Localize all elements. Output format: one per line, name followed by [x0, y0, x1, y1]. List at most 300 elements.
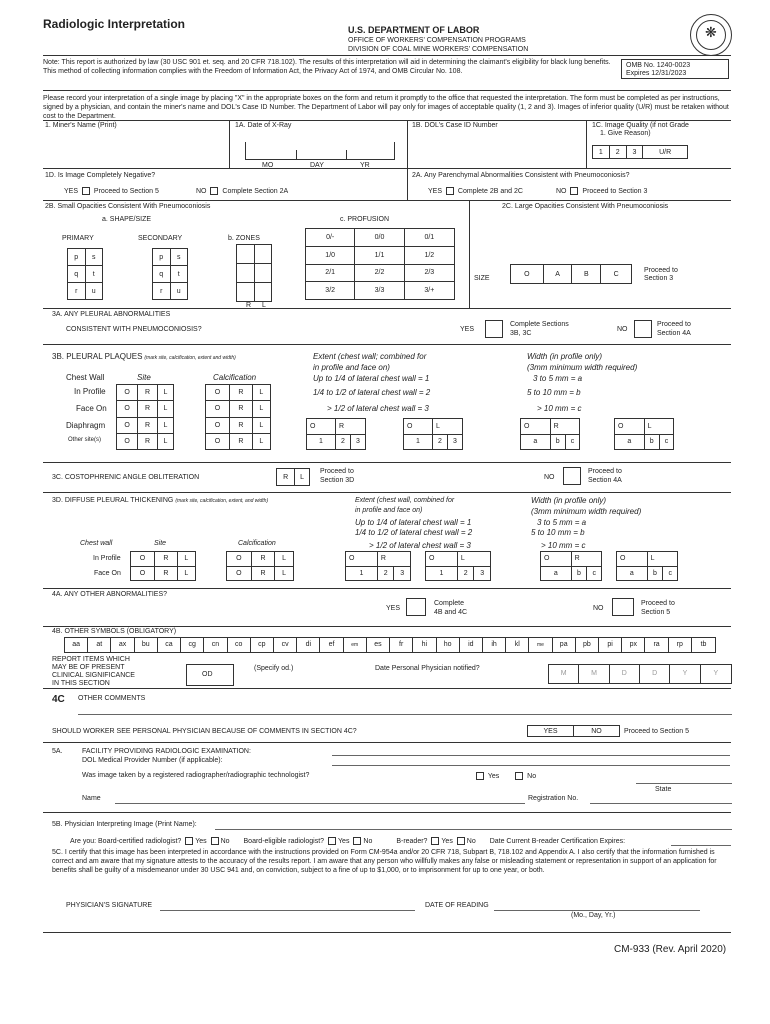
width-r-c[interactable]: c — [565, 434, 579, 450]
pleural-yes-checkbox[interactable] — [485, 320, 503, 338]
site-l[interactable]: L — [157, 401, 173, 417]
symbol-pi-option[interactable]: pi — [599, 638, 622, 652]
extent-r-r[interactable]: R — [335, 419, 365, 435]
calc-o[interactable]: O — [206, 401, 230, 417]
size-a-option[interactable]: A — [543, 265, 572, 284]
secondary-u[interactable]: u — [170, 283, 188, 300]
board-certified-question: Are you: Board-certified radiologist? — [70, 837, 182, 845]
symbol-px-option[interactable]: px — [622, 638, 645, 652]
board-certified-no-checkbox[interactable] — [211, 837, 219, 845]
site-label: Site — [137, 373, 151, 382]
calc-l[interactable]: L — [252, 433, 270, 449]
provider-number-input[interactable] — [332, 765, 730, 766]
quality-2-option[interactable]: 2 — [609, 146, 626, 159]
see-physician-no[interactable]: NO — [574, 726, 620, 737]
symbol-co-option[interactable]: co — [228, 638, 251, 652]
signature-input[interactable] — [160, 910, 415, 911]
other-abn-no-label: NO — [593, 605, 604, 612]
dpt-calc-l[interactable]: L — [275, 566, 294, 581]
zone-l-upper[interactable] — [254, 245, 272, 264]
primary-q[interactable]: q — [68, 266, 86, 283]
board-certified-no: No — [220, 837, 230, 845]
diffuse-thickening-note: (mark site, calcification, extent, and width) — [175, 498, 269, 504]
other-symbols-label: 4B. OTHER SYMBOLS (OBLIGATORY) — [52, 628, 177, 635]
department-name: U.S. DEPARTMENT OF LABOR — [348, 25, 480, 35]
costophrenic-no-checkbox[interactable] — [563, 467, 581, 485]
form-title: Radiologic Interpretation — [43, 17, 186, 31]
quality-3-option[interactable]: 3 — [626, 146, 643, 159]
notified-date-cell[interactable]: M — [549, 665, 579, 683]
dpt-site-label: Site — [154, 540, 167, 547]
calc-r[interactable]: R — [230, 385, 253, 401]
site-r[interactable]: R — [138, 401, 158, 417]
notified-date-cell[interactable]: M — [579, 665, 609, 683]
profusion-cell[interactable]: 1/1 — [355, 246, 404, 264]
site-o[interactable]: O — [117, 385, 138, 401]
dpt-extent-l-1[interactable]: 1 — [426, 566, 458, 581]
quality-ur-option[interactable]: U/R — [643, 146, 688, 159]
year-label: YR — [360, 162, 370, 169]
profusion-cell[interactable]: 3/+ — [404, 282, 454, 300]
parenchymal-yes-label: YES — [428, 187, 443, 195]
dpt-width-r-r[interactable]: R — [571, 552, 601, 567]
size-o-option[interactable]: O — [511, 265, 544, 284]
small-opacities-label: 2B. Small Opacities Consistent With Pneumoconiosis — [45, 203, 211, 210]
site-o[interactable]: O — [117, 401, 138, 417]
date-format-hint: (Mo., Day, Yr.) — [571, 912, 616, 919]
radiographer-question: Was image taken by a registered radiographer/radiographic technologist? — [82, 772, 310, 779]
specify-od: (Specify od.) — [254, 665, 294, 672]
dpt-calc-o[interactable]: O — [227, 566, 252, 581]
large-opacities-label: 2C. Large Opacities Consistent With Pneumoconiosis — [502, 203, 669, 210]
negative-yes-next: Proceed to Section 5 — [93, 187, 159, 195]
secondary-s[interactable]: s — [170, 249, 188, 266]
pleural-no-next-b: Section 4A — [657, 330, 691, 337]
symbol-di-option[interactable]: di — [297, 638, 320, 652]
parenchymal-no-checkbox[interactable] — [570, 187, 578, 195]
pleural-plaques-heading — [52, 352, 236, 361]
other-abn-no-next: Proceed to — [641, 600, 675, 607]
negative-question: 1D. Is Image Completely Negative? — [45, 172, 156, 179]
state-input[interactable] — [636, 783, 732, 784]
breader-cert-input[interactable] — [671, 845, 731, 846]
other-abn-yes-next: Complete — [434, 600, 464, 607]
symbol-tb-option[interactable]: tb — [700, 641, 707, 648]
width-r-a[interactable]: a — [521, 434, 551, 450]
dpt-width-r-c[interactable]: c — [587, 566, 602, 581]
primary-label: PRIMARY — [62, 235, 94, 242]
dpt-extent-r-2[interactable]: 2 — [377, 566, 394, 581]
state-label: State — [655, 786, 672, 793]
profusion-cell[interactable]: 2/3 — [404, 264, 454, 282]
primary-r[interactable]: r — [68, 283, 86, 300]
dpt-width-l-c[interactable]: c — [663, 566, 678, 581]
registration-input[interactable] — [590, 803, 732, 804]
breader-yes-checkbox[interactable] — [431, 837, 439, 845]
day-label: DAY — [310, 162, 324, 169]
see-physician-proceed: Proceed to Section 5 — [624, 727, 689, 735]
width-l-o[interactable]: O — [615, 419, 645, 435]
notified-date-input[interactable] — [548, 664, 732, 684]
symbol-cg-option[interactable]: cg — [181, 638, 204, 652]
primary-u[interactable]: u — [85, 283, 103, 300]
zones-label: b. ZONES — [228, 235, 260, 242]
proceed-section3: Proceed to — [644, 267, 678, 274]
site-o[interactable]: O — [117, 417, 138, 433]
extent-r-2[interactable]: 2 — [335, 434, 350, 450]
pleural-plaques-label: 3B. PLEURAL PLAQUES — [52, 352, 143, 361]
calc-l[interactable]: L — [252, 401, 270, 417]
other-abnormalities-label: 4A. ANY OTHER ABNORMALITIES? — [52, 591, 168, 598]
symbol-ef-option[interactable]: ef — [320, 638, 343, 652]
dpt-calc-r[interactable]: R — [251, 566, 274, 581]
shape-size-label: a. SHAPE/SIZE — [102, 216, 152, 223]
symbol-id-option[interactable]: id — [460, 638, 483, 652]
office-name: OFFICE OF WORKERS' COMPENSATION PROGRAMS — [348, 37, 526, 44]
negative-no-checkbox[interactable] — [210, 187, 218, 195]
profusion-cell[interactable]: 0/1 — [404, 229, 454, 247]
site-r[interactable]: R — [138, 417, 158, 433]
costophrenic-l[interactable]: L — [295, 469, 310, 486]
xray-date-input[interactable] — [245, 142, 395, 160]
image-quality-options — [592, 145, 688, 159]
dpt-extent-3: > 1/2 of lateral chest wall = 3 — [369, 541, 471, 550]
dpt-width-l-a[interactable]: a — [617, 566, 648, 581]
large-opacities-grid — [510, 264, 632, 284]
extent-sub: in profile and face on) — [313, 363, 390, 372]
costophrenic-no-label: NO — [544, 474, 555, 481]
extent-2: 1/4 to 1/2 of lateral chest wall = 2 — [313, 388, 431, 397]
width-r-r[interactable]: R — [550, 419, 579, 435]
zone-r-upper[interactable] — [237, 245, 255, 264]
symbol-rp-option[interactable]: rp — [669, 638, 692, 652]
negative-no-label: NO — [196, 187, 207, 195]
symbol-kl-option[interactable]: kl — [506, 638, 529, 652]
width-l-a[interactable]: a — [615, 434, 645, 450]
negative-yes-row — [64, 187, 159, 195]
authority-note: Note: This report is authorized by law (30 USC 901 et. seq. and 20 CFR 718.102). The results of this interpretation will aid in determining the claimant's eligibility for black lung benefits. This method of collecting information complies with the Freedom of Information Act, the Privacy Act of 1974, and OMB Circular No. 108. — [43, 59, 611, 75]
facility-input[interactable] — [332, 755, 730, 756]
size-b-option[interactable]: B — [572, 265, 601, 284]
dpt-width-sub: (3mm minimum width required) — [531, 507, 642, 516]
dpt-face-on-label: Face On — [94, 570, 121, 577]
symbol-pa-option[interactable]: pa — [553, 638, 576, 652]
calc-r[interactable]: R — [230, 417, 253, 433]
calc-l[interactable]: L — [252, 417, 270, 433]
width-c: > 10 mm = c — [537, 404, 582, 413]
dpt-calc-o[interactable]: O — [227, 552, 252, 567]
dpt-extent-r-1[interactable]: 1 — [346, 566, 378, 581]
radiographer-no-checkbox[interactable] — [515, 772, 523, 780]
symbol-ax-option[interactable]: ax — [111, 638, 134, 652]
costophrenic-label: 3C. COSTOPHRENIC ANGLE OBLITERATION — [52, 474, 200, 481]
dpt-width-l-b[interactable]: b — [647, 566, 663, 581]
breader-no-checkbox[interactable] — [457, 837, 465, 845]
radiographer-yes-checkbox[interactable] — [476, 772, 484, 780]
report-items-2: MAY BE OF PRESENT — [52, 664, 125, 671]
signature-label: PHYSICIAN'S SIGNATURE — [66, 902, 152, 909]
site-l[interactable]: L — [157, 433, 173, 449]
dpt-site-r[interactable]: R — [155, 566, 178, 581]
dpt-extent-r-o[interactable]: O — [346, 552, 378, 567]
calcification-label: Calcification — [213, 373, 257, 382]
calc-o[interactable]: O — [206, 385, 230, 401]
board-eligible-no: No — [363, 837, 373, 845]
parenchymal-yes-checkbox[interactable] — [446, 187, 454, 195]
other-sites-label: Other site(s) — [68, 437, 102, 443]
dpt-width-r-a[interactable]: a — [541, 566, 572, 581]
dol-seal-logo: ❋ — [690, 14, 732, 56]
calc-o[interactable]: O — [206, 433, 230, 449]
symbols-row — [64, 637, 716, 653]
width-a: 3 to 5 mm = a — [533, 374, 583, 383]
quality-1-option[interactable]: 1 — [593, 146, 610, 159]
zone-r-lower[interactable] — [237, 283, 255, 302]
costophrenic-proceed: Proceed to — [320, 468, 354, 475]
calc-o[interactable]: O — [206, 417, 230, 433]
extent-l-o[interactable]: O — [404, 419, 433, 435]
diaphragm-label: Diaphragm — [66, 421, 106, 430]
dpt-extent-l-o[interactable]: O — [426, 552, 458, 567]
dpt-site-o[interactable]: O — [131, 566, 155, 581]
dpt-site-grid — [130, 551, 196, 581]
dpt-site-l[interactable]: L — [177, 566, 195, 581]
pleural-plaques-note: (mark site, calcification, extent and width) — [144, 355, 236, 361]
dpt-width-b: 5 to 10 mm = b — [531, 528, 585, 537]
report-items-1: REPORT ITEMS WHICH — [52, 656, 130, 663]
see-physician-question: SHOULD WORKER SEE PERSONAL PHYSICIAN BECAUSE OF COMMENTS IN SECTION 4C? — [52, 728, 357, 735]
site-l[interactable]: L — [157, 417, 173, 433]
zone-r-label: R — [246, 302, 252, 309]
pleural-abnormalities-label: 3A. ANY PLEURAL ABNORMALITIES — [52, 311, 171, 318]
site-r[interactable]: R — [138, 385, 158, 401]
dpt-width-right-grid — [540, 551, 602, 581]
miner-name-input[interactable] — [45, 131, 225, 161]
physician-name-input[interactable] — [215, 829, 732, 830]
section-4c-label: 4C — [52, 694, 65, 705]
calc-r[interactable]: R — [230, 433, 253, 449]
dpt-width-c: > 10 mm = c — [541, 541, 586, 550]
face-on-label: Face On — [76, 404, 107, 413]
breader-yes: Yes — [441, 837, 453, 845]
symbol-hi-option[interactable]: hi — [413, 638, 436, 652]
dpt-width-l-o[interactable]: O — [617, 552, 648, 567]
negative-yes-checkbox[interactable] — [82, 187, 90, 195]
case-id-label: 1B. DOL's Case ID Number — [412, 122, 498, 129]
width-l-b[interactable]: b — [644, 434, 659, 450]
dpt-extent-l-2[interactable]: 2 — [457, 566, 474, 581]
dpt-width-heading: Width (in profile only) — [531, 496, 607, 505]
dpt-width-l-l[interactable]: L — [647, 552, 677, 567]
board-eligible-yes: Yes — [338, 837, 350, 845]
facility-label: FACILITY PROVIDING RADIOLOGIC EXAMINATION: — [82, 748, 251, 755]
miner-name-label: 1. Miner's Name (Print) — [45, 122, 117, 129]
site-r[interactable]: R — [138, 433, 158, 449]
profusion-cell[interactable]: 2/1 — [306, 264, 355, 282]
profusion-cell[interactable]: 0/- — [306, 229, 355, 247]
primary-t[interactable]: t — [85, 266, 103, 283]
notified-date-cell[interactable]: D — [640, 665, 670, 683]
parenchymal-no-label: NO — [556, 187, 567, 195]
costophrenic-r[interactable]: R — [277, 469, 295, 486]
dpt-extent-r-r[interactable]: R — [377, 552, 410, 567]
profusion-grid — [305, 228, 455, 300]
dpt-site-o[interactable]: O — [131, 552, 155, 567]
width-r-o[interactable]: O — [521, 419, 551, 435]
profusion-cell[interactable]: 3/3 — [355, 282, 404, 300]
extent-l-3[interactable]: 3 — [447, 434, 462, 450]
parenchymal-yes-next: Complete 2B and 2C — [457, 187, 523, 195]
notified-date-cell[interactable]: D — [610, 665, 640, 683]
other-comments-label: OTHER COMMENTS — [78, 695, 146, 702]
width-l-l[interactable]: L — [644, 419, 673, 435]
parenchymal-yes-row — [428, 187, 523, 195]
dpt-extent-heading: Extent (chest wall, combined for — [355, 497, 455, 504]
notified-date-cell[interactable]: Y — [713, 670, 719, 677]
symbol-me-option[interactable]: me — [529, 638, 552, 652]
dpt-extent-l-3[interactable]: 3 — [474, 566, 491, 581]
instructions: Please record your interpretation of a single image by placing "X" in the appropriate boxes on the form and return it promptly to the office that requested the interpretation. The form must be completed as per instructions, signed by a physician, and contain the miner's name and DOL's Case ID Number. The Department of Labor will pay only for images of acceptable quality (1, 2 and 3). Images of inferior quality (U/R) must be retaken without cost to the Department. — [43, 95, 729, 120]
image-quality-label: 1C. Image Quality (if not Grade — [592, 122, 689, 129]
primary-p[interactable]: p — [68, 249, 86, 266]
extent-l-1[interactable]: 1 — [404, 434, 433, 450]
costophrenic-grid — [276, 468, 310, 486]
size-c-option[interactable]: C — [601, 265, 632, 284]
dpt-extent-2: 1/4 to 1/2 of lateral chest wall = 2 — [355, 528, 473, 537]
dpt-calc-r[interactable]: R — [251, 552, 274, 567]
proceed-section3-b: Section 3 — [644, 275, 674, 282]
zone-l-middle[interactable] — [254, 264, 272, 283]
symbol-aa-option[interactable]: aa — [65, 638, 88, 652]
chest-wall-label: Chest Wall — [66, 373, 105, 382]
zone-l-lower[interactable] — [254, 283, 272, 302]
omb-number: OMB No. 1240-0023 — [626, 62, 691, 69]
dpt-extent-r-3[interactable]: 3 — [394, 566, 411, 581]
size-label: SIZE — [474, 275, 490, 282]
symbol-cn-option[interactable]: cn — [204, 638, 227, 652]
board-certified-yes-checkbox[interactable] — [185, 837, 193, 845]
symbol-fr-option[interactable]: fr — [390, 638, 413, 652]
profusion-cell[interactable]: 1/2 — [404, 246, 454, 264]
symbol-ra-option[interactable]: ra — [645, 638, 668, 652]
certification-text: 5C. I certify that this image has been interpreted in accordance with the instructions provided on Form CM-954a and/or 20 CFR 718, Subpart B, 718.102 and Appendix A. I also certify that the information furnished is correct and am aware that my signature attests to the accuracy of the results report. I am aware that any person who willfully makes any false or misleading statement or representation in support of an application for benefits shall be guilty of a misdemeanor under 30 USC 941 and, on conviction, subject to a fine of up to $1,000, or to imprisonment for up to one year, or both. — [52, 849, 717, 874]
other-abn-yes-label: YES — [386, 605, 401, 612]
dpt-extent-sub: in profile and face on) — [355, 507, 423, 514]
notified-date-cell[interactable]: Y — [670, 665, 700, 683]
symbol-ho-option[interactable]: ho — [437, 638, 460, 652]
symbol-es-option[interactable]: es — [367, 638, 390, 652]
dpt-width-r-o[interactable]: O — [541, 552, 572, 567]
profusion-cell[interactable]: 0/0 — [355, 229, 404, 247]
in-profile-label: In Profile — [74, 387, 106, 396]
board-eligible-yes-checkbox[interactable] — [328, 837, 336, 845]
registration-label: Registration No. — [528, 795, 579, 802]
calc-r[interactable]: R — [230, 401, 253, 417]
extent-r-1[interactable]: 1 — [307, 434, 336, 450]
secondary-p[interactable]: p — [153, 249, 171, 266]
date-reading-input[interactable] — [494, 910, 700, 911]
symbol-bu-option[interactable]: bu — [135, 638, 158, 652]
site-o[interactable]: O — [117, 433, 138, 449]
extent-l-2[interactable]: 2 — [432, 434, 447, 450]
dpt-extent-right-grid — [345, 551, 411, 581]
dpt-extent-1: Up to 1/4 of lateral chest wall = 1 — [355, 518, 472, 527]
other-abn-no-next-b: Section 5 — [641, 609, 671, 616]
dpt-width-r-b[interactable]: b — [571, 566, 587, 581]
calcification-grid — [205, 384, 271, 450]
symbol-cp-option[interactable]: cp — [251, 638, 274, 652]
other-abn-yes-checkbox[interactable] — [406, 598, 426, 616]
zone-r-middle[interactable] — [237, 264, 255, 283]
extent-left-grid — [403, 418, 463, 450]
dpt-calc-l[interactable]: L — [275, 552, 294, 567]
extent-r-3[interactable]: 3 — [350, 434, 365, 450]
profusion-cell[interactable]: 3/2 — [306, 282, 355, 300]
diffuse-thickening-label: 3D. DIFFUSE PLEURAL THICKENING — [52, 497, 174, 504]
secondary-label: SECONDARY — [138, 235, 183, 242]
costophrenic-no-next: Proceed to — [588, 468, 622, 475]
extent-r-o[interactable]: O — [307, 419, 336, 435]
dpt-extent-l-l[interactable]: L — [457, 552, 490, 567]
section-5a-num: 5A. — [52, 748, 63, 755]
name-input[interactable] — [115, 803, 525, 804]
provider-number-label: DOL Medical Provider Number (if applicable): — [82, 757, 223, 764]
division-name: DIVISION OF COAL MINE WORKERS' COMPENSATION — [348, 46, 529, 53]
pleural-no-checkbox[interactable] — [634, 320, 652, 338]
parenchymal-question: 2A. Any Parenchymal Abnormalities Consistent with Pneumoconiosis? — [412, 172, 630, 179]
radiographer-yes-label: Yes — [487, 772, 500, 780]
symbol-ih-option[interactable]: ih — [483, 638, 506, 652]
other-abn-no-checkbox[interactable] — [612, 598, 634, 616]
omb-expiration: Expires 12/31/2023 — [626, 70, 687, 77]
profusion-cell[interactable]: 1/0 — [306, 246, 355, 264]
symbol-at-option[interactable]: at — [88, 638, 111, 652]
radiographer-no-label: No — [527, 772, 537, 780]
symbol-cv-option[interactable]: cv — [274, 638, 297, 652]
extent-right-grid — [306, 418, 366, 450]
case-id-input[interactable] — [412, 131, 582, 161]
report-items-3: CLINICAL SIGNIFICANCE — [52, 672, 135, 679]
secondary-q[interactable]: q — [153, 266, 171, 283]
width-r-b[interactable]: b — [550, 434, 565, 450]
secondary-r[interactable]: r — [153, 283, 171, 300]
comments-line[interactable] — [78, 714, 732, 715]
radiographer-options — [474, 772, 536, 780]
width-right-grid — [520, 418, 580, 450]
symbol-em-option[interactable]: em — [344, 638, 367, 652]
dpt-chest-wall-label: Chest wall — [80, 540, 113, 547]
dpt-site-r[interactable]: R — [155, 552, 178, 567]
profusion-cell[interactable]: 2/2 — [355, 264, 404, 282]
symbol-pb-option[interactable]: pb — [576, 638, 599, 652]
width-sub: (3mm minimum width required) — [527, 363, 638, 372]
see-physician-yes[interactable]: YES — [528, 726, 574, 737]
calc-l[interactable]: L — [252, 385, 270, 401]
dpt-site-l[interactable]: L — [177, 552, 195, 567]
primary-s[interactable]: s — [85, 249, 103, 266]
site-grid — [116, 384, 174, 450]
dpt-width-a: 3 to 5 mm = a — [537, 518, 587, 527]
site-l[interactable]: L — [157, 385, 173, 401]
breader-cert-label: Date Current B-reader Certification Expires: — [489, 837, 626, 845]
secondary-t[interactable]: t — [170, 266, 188, 283]
extent-l-l[interactable]: L — [432, 419, 462, 435]
board-eligible-no-checkbox[interactable] — [353, 837, 361, 845]
width-l-c[interactable]: c — [659, 434, 673, 450]
month-label: MO — [262, 162, 274, 169]
symbol-ca-option[interactable]: ca — [158, 638, 181, 652]
dpt-calcification-label: Calcification — [238, 540, 276, 547]
